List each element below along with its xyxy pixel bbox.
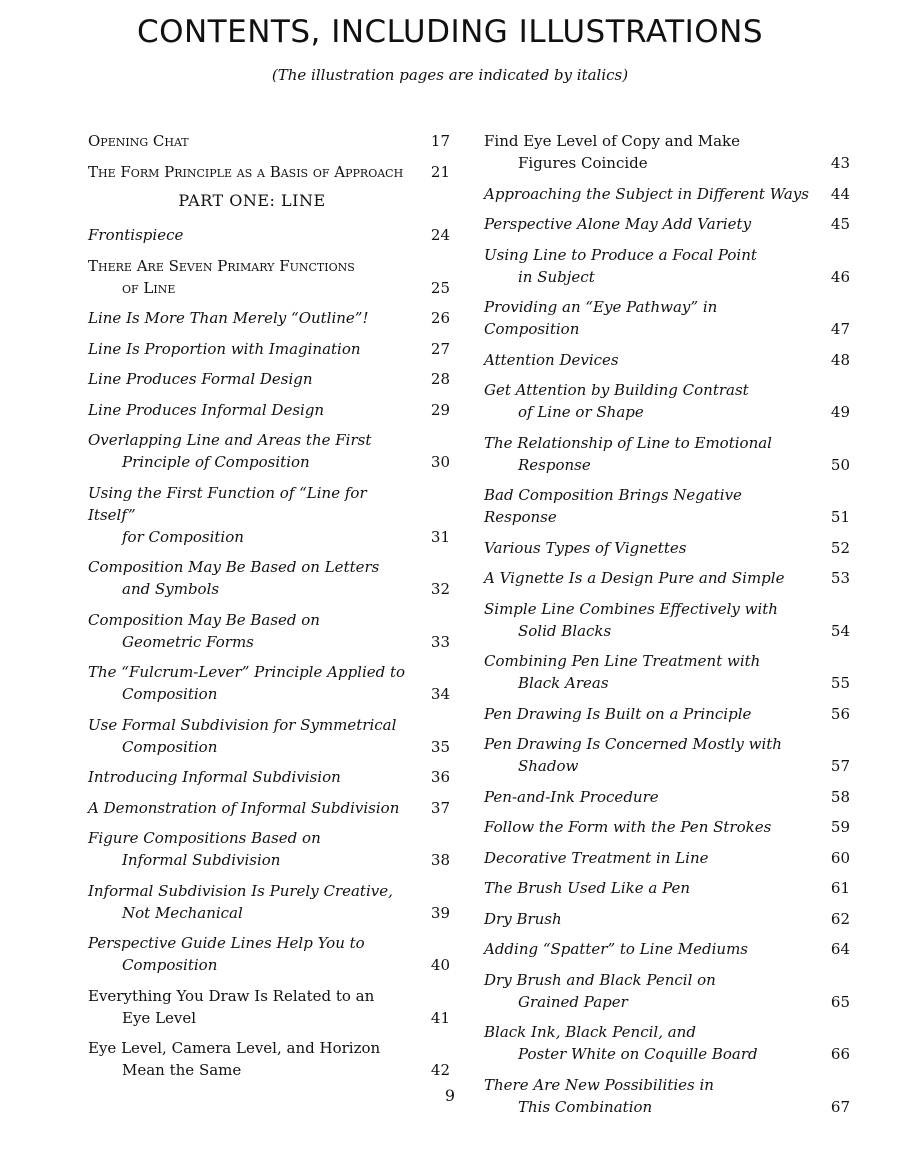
toc-entry-title: Combining Pen Line Treatment with <box>484 652 761 670</box>
toc-entry-page-number: 51 <box>830 508 850 526</box>
toc-entry-title-continued: Not Mechanical <box>122 903 243 922</box>
page-number: 9 <box>444 1086 456 1105</box>
toc-entry-page-number: 57 <box>830 757 850 775</box>
toc-entry <box>484 537 850 559</box>
toc-entry-title: Use Formal Subdivision for Symmetrical <box>88 715 397 734</box>
toc-entry <box>88 797 450 819</box>
toc-entry <box>484 938 850 960</box>
toc-entry-title: Follow the Form with the Pen Strokes <box>484 818 772 836</box>
toc-entry-title-continued: This Combination <box>518 1097 653 1116</box>
toc-entry-page-number: 54 <box>830 621 850 640</box>
toc-entry-title-continued: of Line or Shape <box>518 403 644 421</box>
toc-entry-page-number: 35 <box>430 737 450 756</box>
part-heading: PART ONE: LINE <box>178 191 326 210</box>
toc-entry-title: Perspective Guide Lines Help You to <box>88 934 365 952</box>
toc-entry-page-number: 55 <box>830 674 850 692</box>
toc-entry-title-continued: Poster White on Coquille Board <box>518 1045 758 1063</box>
toc-entry-title: Bad Composition Brings Negative Response <box>484 486 742 526</box>
toc-entry-title-continued: Solid Blacks <box>518 621 612 640</box>
toc-entry-page-number: 26 <box>430 309 450 327</box>
toc-entry <box>88 399 450 421</box>
toc-right-column <box>484 130 850 1126</box>
toc-entry <box>88 827 450 871</box>
toc-entry-title: Using Line to Produce a Focal Point <box>484 245 757 264</box>
toc-entry-title: Pen Drawing Is Built on a Principle <box>484 704 752 723</box>
toc-entry-title: Introducing Informal Subdivision <box>88 768 341 786</box>
toc-entry-page-number: 53 <box>830 569 850 587</box>
toc-entry <box>484 567 850 589</box>
toc-entry-title-continued: Geometric Forms <box>122 632 254 651</box>
toc-entry-page-number: 44 <box>830 184 850 203</box>
toc-entry-title: Simple Line Combines Effectively with <box>484 599 778 618</box>
toc-entry <box>484 349 850 371</box>
toc-entry-title: Opening Chat <box>88 132 189 150</box>
toc-entry-title-continued: in Subject <box>518 267 595 286</box>
toc-left-entries-rest <box>88 224 450 1081</box>
toc-entry <box>88 985 450 1029</box>
toc-entry-title: Providing an “Eye Pathway” in Composition <box>484 298 718 338</box>
toc-entry-title: Using the First Function of “Line for Itself” <box>88 483 367 524</box>
toc-entry <box>88 224 450 246</box>
toc-entry-title: Composition May Be Based on <box>88 610 320 629</box>
toc-entry <box>88 130 450 152</box>
toc-entry-title: Get Attention by Building Contrast <box>484 381 749 399</box>
toc-entry-page-number: 24 <box>430 226 450 244</box>
toc-entry-title: Approaching the Subject in Different Ways <box>484 184 809 203</box>
toc-entry-page-number: 61 <box>830 879 850 897</box>
toc-entry-page-number: 21 <box>430 162 450 181</box>
toc-entry-title: There Are Seven Primary Functions <box>88 256 355 275</box>
toc-entry-title: Dry Brush and Black Pencil on <box>484 970 716 989</box>
toc-entry <box>88 307 450 329</box>
toc-entry-title: Decorative Treatment in Line <box>484 848 709 867</box>
toc-entry <box>484 484 850 528</box>
toc-entry <box>88 609 450 653</box>
toc-entry <box>484 703 850 725</box>
toc-entry-page-number: 43 <box>830 154 850 172</box>
toc-entry <box>484 786 850 808</box>
toc-entry-title-continued: Composition <box>122 737 218 756</box>
toc-entry-page-number: 46 <box>830 267 850 286</box>
toc-entry-page-number: 52 <box>830 538 850 557</box>
toc-entry <box>88 766 450 788</box>
toc-entry-page-number: 36 <box>430 768 450 786</box>
toc-entry-title-continued: Figures Coincide <box>518 154 648 172</box>
toc-entry-title: Composition May Be Based on Letters <box>88 558 380 576</box>
toc-entry-page-number: 30 <box>430 453 450 471</box>
toc-entry <box>484 598 850 642</box>
toc-entry-title-continued: Composition <box>122 956 218 974</box>
toc-entry-page-number: 56 <box>830 704 850 723</box>
toc-left-column <box>88 130 450 1090</box>
toc-entry-page-number: 60 <box>830 848 850 867</box>
toc-entry-page-number: 49 <box>830 403 850 421</box>
toc-entry-title: The Form Principle as a Basis of Approach <box>88 162 404 181</box>
toc-entry <box>484 733 850 777</box>
toc-entry-title-continued: Shadow <box>518 757 579 775</box>
toc-entry <box>88 661 450 705</box>
toc-entry-title: The Brush Used Like a Pen <box>484 879 691 897</box>
toc-entry-page-number: 65 <box>830 992 850 1011</box>
toc-entry-title-continued: Response <box>518 455 591 474</box>
toc-entry-page-number: 41 <box>430 1008 450 1027</box>
toc-entry <box>88 880 450 924</box>
toc-entry <box>484 183 850 205</box>
toc-entry-title-continued: Informal Subdivision <box>122 851 281 869</box>
toc-entry-page-number: 17 <box>430 132 450 150</box>
toc-entry-page-number: 62 <box>830 909 850 928</box>
toc-entry-title: Pen-and-Ink Procedure <box>484 787 659 806</box>
toc-entry-title: Overlapping Line and Areas the First <box>88 431 372 449</box>
toc-right-entries <box>484 130 850 1118</box>
toc-entry <box>88 429 450 473</box>
toc-entry <box>88 161 450 183</box>
toc-entry-page-number: 28 <box>430 370 450 388</box>
toc-entry-page-number: 66 <box>830 1045 850 1063</box>
toc-entry-title: The Relationship of Line to Emotional <box>484 433 772 452</box>
page-title: CONTENTS, INCLUDING ILLUSTRATIONS <box>136 14 764 50</box>
toc-entry-title: Perspective Alone May Add Variety <box>484 215 752 233</box>
toc-entry <box>484 877 850 899</box>
toc-entry-page-number: 59 <box>830 818 850 836</box>
toc-entry <box>484 244 850 288</box>
toc-entry-page-number: 45 <box>830 215 850 233</box>
toc-entry-page-number: 64 <box>830 940 850 958</box>
toc-entry-page-number: 31 <box>430 527 450 546</box>
toc-entry-title: Line Produces Formal Design <box>88 370 313 388</box>
toc-entry <box>88 932 450 976</box>
toc-entry-page-number: 47 <box>830 320 850 338</box>
toc-entry-title: A Demonstration of Informal Subdivision <box>88 798 400 817</box>
toc-entry-title-continued: and Symbols <box>122 580 220 598</box>
toc-entry-page-number: 33 <box>430 632 450 651</box>
toc-entry-title: A Vignette Is a Design Pure and Simple <box>484 569 785 587</box>
toc-entry <box>484 130 850 174</box>
toc-entry-title-continued: for Composition <box>122 527 244 546</box>
toc-entry-page-number: 58 <box>830 787 850 806</box>
toc-entry <box>484 213 850 235</box>
toc-entry <box>484 847 850 869</box>
toc-entry-page-number: 39 <box>430 903 450 922</box>
toc-entry-title: Line Is Proportion with Imagination <box>88 339 361 358</box>
toc-entry-title: Line Is More Than Merely “Outline”! <box>88 309 369 327</box>
toc-entry-title-continued: Eye Level <box>122 1008 197 1027</box>
toc-entry-title: Black Ink, Black Pencil, and <box>484 1023 696 1041</box>
toc-entry-page-number: 48 <box>830 350 850 369</box>
toc-entry <box>88 338 450 360</box>
toc-entry-title: Informal Subdivision Is Purely Creative, <box>88 881 393 900</box>
toc-entry-title: There Are New Possibilities in <box>484 1075 714 1094</box>
toc-entry <box>88 255 450 299</box>
toc-entry <box>88 368 450 390</box>
toc-entry <box>484 908 850 930</box>
toc-entry-title: Eye Level, Camera Level, and Horizon <box>88 1039 381 1057</box>
toc-entry-title: Various Types of Vignettes <box>484 538 687 557</box>
toc-entry-page-number: 67 <box>830 1097 850 1116</box>
toc-entry-page-number: 27 <box>430 339 450 358</box>
toc-entry-page-number: 34 <box>430 685 450 703</box>
toc-entry <box>484 432 850 476</box>
toc-entry <box>88 556 450 600</box>
toc-entry-title: Everything You Draw Is Related to an <box>88 986 375 1005</box>
toc-entry-page-number: 32 <box>430 580 450 598</box>
toc-entry-title: Adding “Spatter” to Line Mediums <box>484 940 749 958</box>
toc-entry <box>484 816 850 838</box>
toc-entry-title: Pen Drawing Is Concerned Mostly with <box>484 735 782 753</box>
toc-entry-title: Dry Brush <box>484 909 562 928</box>
toc-entry-title-continued: Composition <box>122 685 218 703</box>
toc-entry <box>484 969 850 1013</box>
toc-entry-page-number: 25 <box>430 278 450 297</box>
toc-entry-page-number: 29 <box>430 400 450 419</box>
toc-entry <box>484 1021 850 1065</box>
toc-entry-title-continued: Black Areas <box>518 674 609 692</box>
toc-entry-title: Figure Compositions Based on <box>88 829 321 847</box>
toc-entry-title-continued: of Line <box>122 278 176 297</box>
toc-entry-title-continued: Mean the Same <box>122 1061 242 1079</box>
toc-entry <box>88 482 450 548</box>
toc-entry-title: Line Produces Informal Design <box>88 400 325 419</box>
toc-entry-page-number: 42 <box>430 1061 450 1079</box>
toc-entry-title-continued: Principle of Composition <box>122 453 310 471</box>
toc-entry <box>88 1037 450 1081</box>
toc-entry <box>484 379 850 423</box>
toc-entry <box>484 296 850 340</box>
toc-entry-page-number: 40 <box>430 956 450 974</box>
toc-entry-page-number: 37 <box>430 798 450 817</box>
toc-entry-title: Find Eye Level of Copy and Make <box>484 132 741 150</box>
subtitle-note: (The illustration pages are indicated by italics) <box>271 66 629 84</box>
toc-entry-title-continued: Grained Paper <box>518 992 628 1011</box>
toc-left-entries-top <box>88 130 450 183</box>
toc-entry-page-number: 50 <box>830 455 850 474</box>
toc-entry-title: Attention Devices <box>484 350 619 369</box>
toc-entry <box>484 650 850 694</box>
toc-entry-page-number: 38 <box>430 851 450 869</box>
toc-entry-title: The “Fulcrum-Lever” Principle Applied to <box>88 663 406 681</box>
toc-entry-title: Frontispiece <box>88 226 184 244</box>
toc-entry <box>88 714 450 758</box>
